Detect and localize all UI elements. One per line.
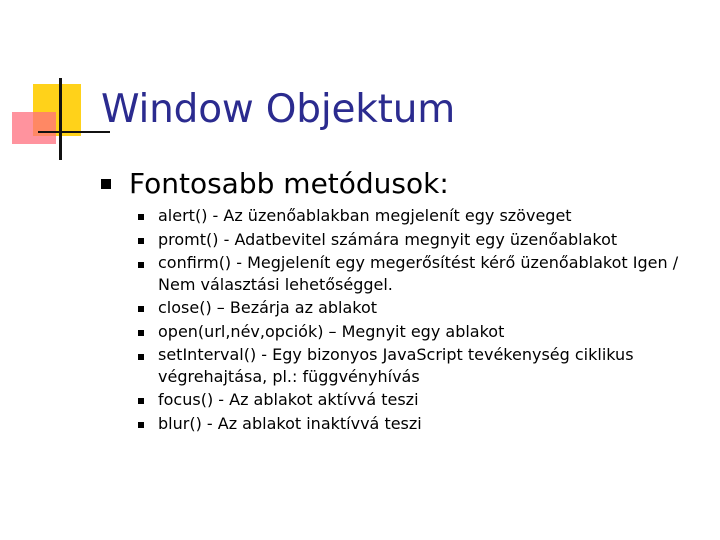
square-bullet-icon (138, 422, 144, 428)
list-item-text: alert() - Az üzenőablakban megjelenít egy szöveget (158, 206, 572, 225)
list-item (138, 412, 698, 436)
list-item (138, 252, 698, 296)
ornament-pink-square (12, 112, 56, 144)
list-item-text: focus() - Az ablakot aktívvá teszi (158, 390, 419, 409)
ornament-horizontal-line (38, 131, 110, 133)
square-bullet-icon (138, 330, 144, 336)
square-bullet-icon (138, 262, 144, 268)
section-heading: Fontosabb metódusok: (129, 167, 449, 200)
square-bullet-icon (138, 398, 144, 404)
level1-bullet-item (101, 165, 449, 203)
square-bullet-icon (138, 306, 144, 312)
list-item-text: close() – Bezárja az ablakot (158, 298, 378, 317)
list-item (138, 344, 698, 388)
slide-title: Window Objektum (101, 87, 456, 132)
method-list (138, 204, 698, 436)
ornament-vertical-line (59, 78, 62, 160)
list-item-text: confirm() - Megjelenít egy megerősítést kérő üzenőablakot Igen / Nem választási lehetőséggel. (158, 253, 679, 294)
list-item-text: blur() - Az ablakot inaktívvá teszi (158, 414, 422, 433)
square-bullet-icon (101, 179, 111, 189)
square-bullet-icon (138, 238, 144, 244)
list-item-text: promt() - Adatbevitel számára megnyit egy üzenőablakot (158, 230, 618, 249)
list-item-text: setInterval() - Egy bizonyos JavaScript tevékenység ciklikus végrehajtása, pl.: függvényhívás (158, 345, 634, 386)
title-ornament (0, 0, 110, 170)
list-item (138, 228, 698, 252)
list-item (138, 296, 698, 320)
square-bullet-icon (138, 214, 144, 220)
list-item (138, 320, 698, 344)
square-bullet-icon (138, 354, 144, 360)
list-item-text: open(url,név,opciók) – Megnyit egy ablakot (158, 322, 505, 341)
list-item (138, 204, 698, 228)
list-item (138, 388, 698, 412)
